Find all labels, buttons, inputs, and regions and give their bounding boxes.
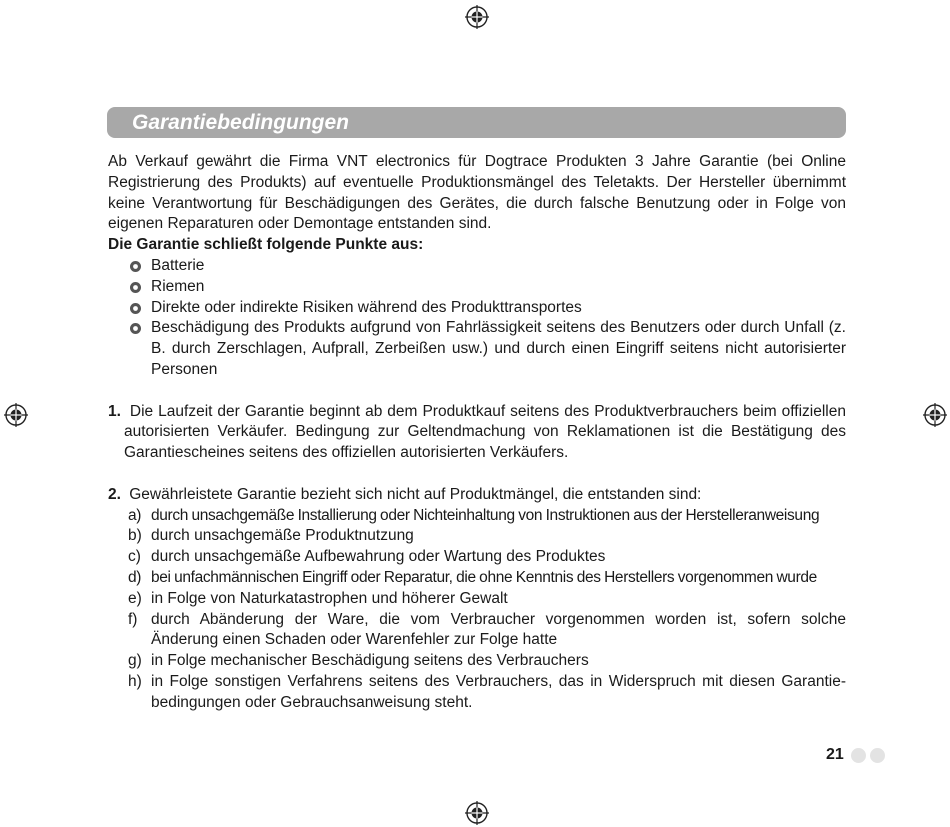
registration-mark-icon [465,5,489,29]
item-letter: g) [128,652,142,670]
exclusion-text: Riemen [151,277,205,295]
defect-cause-item [108,610,846,652]
item-letter: a) [128,506,142,524]
defect-cause-item [108,589,846,610]
defect-cause-item [108,506,846,527]
exclusion-item [108,277,846,298]
clause-number: 2. [108,485,121,503]
item-text: durch unsachgemäße Produktnutzung [151,527,414,545]
defect-cause-item [108,568,846,589]
item-text: bei unfachmännischen Eingriff oder Reparatur, die ohne Kenntnis des Herstellers vorgenommen wurde [151,568,817,586]
clause-text: Die Laufzeit der Garantie beginnt ab dem Produktkauf seitens des Produktverbrauchers beim offiziellen autorisierten Verkäufer. Bedingung zur Geltendmachung von Reklamationen ist die Bestätigung des Garantiescheines seitens des offiziellen autorisierten Verkäufers. [124,402,846,462]
item-text: durch Abänderung der Ware, die vom Verbraucher vorgenommen worden ist, sofern solche Änderung einen Schaden oder Warenfehler zur Folge hatte [151,610,846,649]
page-number-block [826,745,885,765]
clause-number: 1. [108,402,121,420]
exclusion-item [108,318,846,380]
item-letter: h) [128,672,142,690]
ring-bullet-icon [130,261,141,272]
ring-bullet-icon [130,323,141,334]
defect-cause-item [108,547,846,568]
intro-paragraph: Ab Verkauf gewährt die Firma VNT electronics für Dogtrace Produkten 3 Jahre Garantie (bei Online Registrierung des Produkts) auf eventuelle Produktionsmängel des Teletakts. Der Hersteller übernimmt keine Verantwortung für Beschädigungen des Gerätes, die durch falsche Benutzung oder in Folge von eigenen Reparaturen oder Demontage entstanden sind. [108,153,846,233]
decorative-dot [851,748,866,763]
item-text: in Folge sonstigen Verfahrens seitens des Verbrauchers, das in Widerspruch mit diesen Garantie-bedingungen oder Gebrauchsanweisung steht. [151,672,846,711]
item-letter: e) [128,589,142,607]
defect-cause-item [108,672,846,714]
warranty-content [108,152,846,714]
defect-causes-list [108,506,846,714]
exclusions-heading: Die Garantie schließt folgende Punkte aus: [108,236,424,254]
exclusion-item [108,298,846,319]
page-number: 21 [826,746,844,763]
defect-cause-item [108,526,846,547]
exclusions-list [108,256,846,381]
ring-bullet-icon [130,303,141,314]
item-text: durch unsachgemäße Aufbewahrung oder Wartung des Produktes [151,548,606,566]
defect-cause-item [108,651,846,672]
decorative-dot [870,748,885,763]
item-text: in Folge von Naturkatastrophen und höherer Gewalt [151,589,508,607]
section-heading: Garantiebedingungen [132,111,350,134]
item-letter: f) [128,610,138,628]
item-text: in Folge mechanischer Beschädigung seitens des Verbrauchers [151,652,589,670]
clause-2 [108,485,846,506]
registration-mark-icon [923,403,947,427]
clause-text: Gewährleistete Garantie bezieht sich nicht auf Produktmängel, die entstanden sind: [129,485,702,503]
item-text: durch unsachgemäße Installierung oder Nichteinhaltung von Instruktionen aus der Herstelleranweisung [151,506,820,524]
section-heading-banner [107,107,846,138]
ring-bullet-icon [130,282,141,293]
exclusion-text: Beschädigung des Produkts aufgrund von Fahrlässigkeit seitens des Benutzers oder durch Unfall (z. B. durch Zerschlagen, Aufprall, Zerbeißen usw.) und durch einen Eingriff seitens nicht autorisierter Personen [151,319,846,378]
clause-1 [108,402,846,464]
exclusion-text: Batterie [151,256,205,274]
registration-mark-icon [4,403,28,427]
registration-mark-icon [465,801,489,825]
item-letter: b) [128,527,142,545]
item-letter: d) [128,568,142,586]
exclusion-item [108,256,846,277]
exclusion-text: Direkte oder indirekte Risiken während des Produkttransportes [151,298,582,316]
item-letter: c) [128,548,141,566]
